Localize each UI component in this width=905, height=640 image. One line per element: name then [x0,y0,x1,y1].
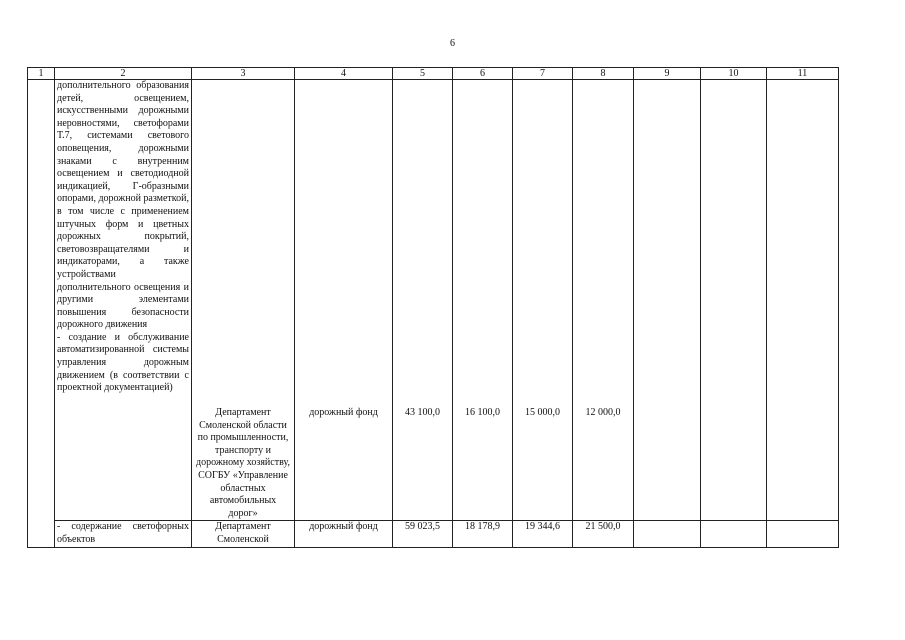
column-header: 8 [573,68,634,80]
value-cell [573,80,634,521]
source-cell: дорожный фонд [295,521,393,547]
column-header: 5 [393,68,453,80]
table-row [28,521,839,547]
value-text: 15 000,0 [525,407,560,418]
value-cell [634,521,701,547]
table-row [28,80,839,521]
column-header: 2 [55,68,192,80]
description-text: - создание и обслуживание автоматизированной системы управления дорожным движением (в соответствии с проектной документацией) [57,331,189,394]
value-cell [701,80,767,521]
description-cell: - содержание светофорных объектов [55,521,192,547]
value-cell [767,80,839,521]
value-text: 12 000,0 [585,407,621,418]
value-cell [767,521,839,547]
value-cell [634,80,701,521]
value-cell [513,80,573,521]
column-header: 10 [701,68,767,80]
column-header: 11 [767,68,839,80]
budget-table [27,67,839,548]
source-cell [295,80,393,521]
value-cell [701,521,767,547]
value-cell: 59 023,5 [393,521,453,547]
value-text: 16 100,0 [465,407,500,418]
column-header: 6 [453,68,513,80]
value-cell [393,80,453,521]
description-cell [55,80,192,521]
responsible-cell [192,80,295,521]
responsible-text: Департамент Смоленской области по промышленности, транспорту и дорожному хозяйству, СОГБУ «Управление областных автомобильных дорог» [196,407,290,519]
value-cell [453,80,513,521]
page-number: 6 [450,38,455,49]
row-number-cell [28,80,55,548]
description-text: дополнительного образования детей, освещением, искусственными дорожными неровностями, светофорами Т.7, системами светового оповещения, дорожными знаками с внутренним освещением и светодиодной индикацией, Г-образными опорами, дорожной разметкой, в том числе с применением штучных форм и цветных дорожных покрытий, световозвращателями и индикаторами, а также устройствами дополнительного освещения и другими элементами повышения безопасности дорожного движения [57,80,190,331]
column-header: 1 [28,68,55,80]
value-text: 43 100,0 [405,407,440,418]
column-header: 3 [192,68,295,80]
source-text: дорожный фонд [309,407,378,418]
header-row [28,68,839,80]
column-header: 7 [513,68,573,80]
column-header: 4 [295,68,393,80]
column-header: 9 [634,68,701,80]
value-cell: 19 344,6 [513,521,573,547]
responsible-cell: Департамент Смоленской [192,521,295,547]
value-cell: 18 178,9 [453,521,513,547]
value-cell: 21 500,0 [573,521,634,547]
